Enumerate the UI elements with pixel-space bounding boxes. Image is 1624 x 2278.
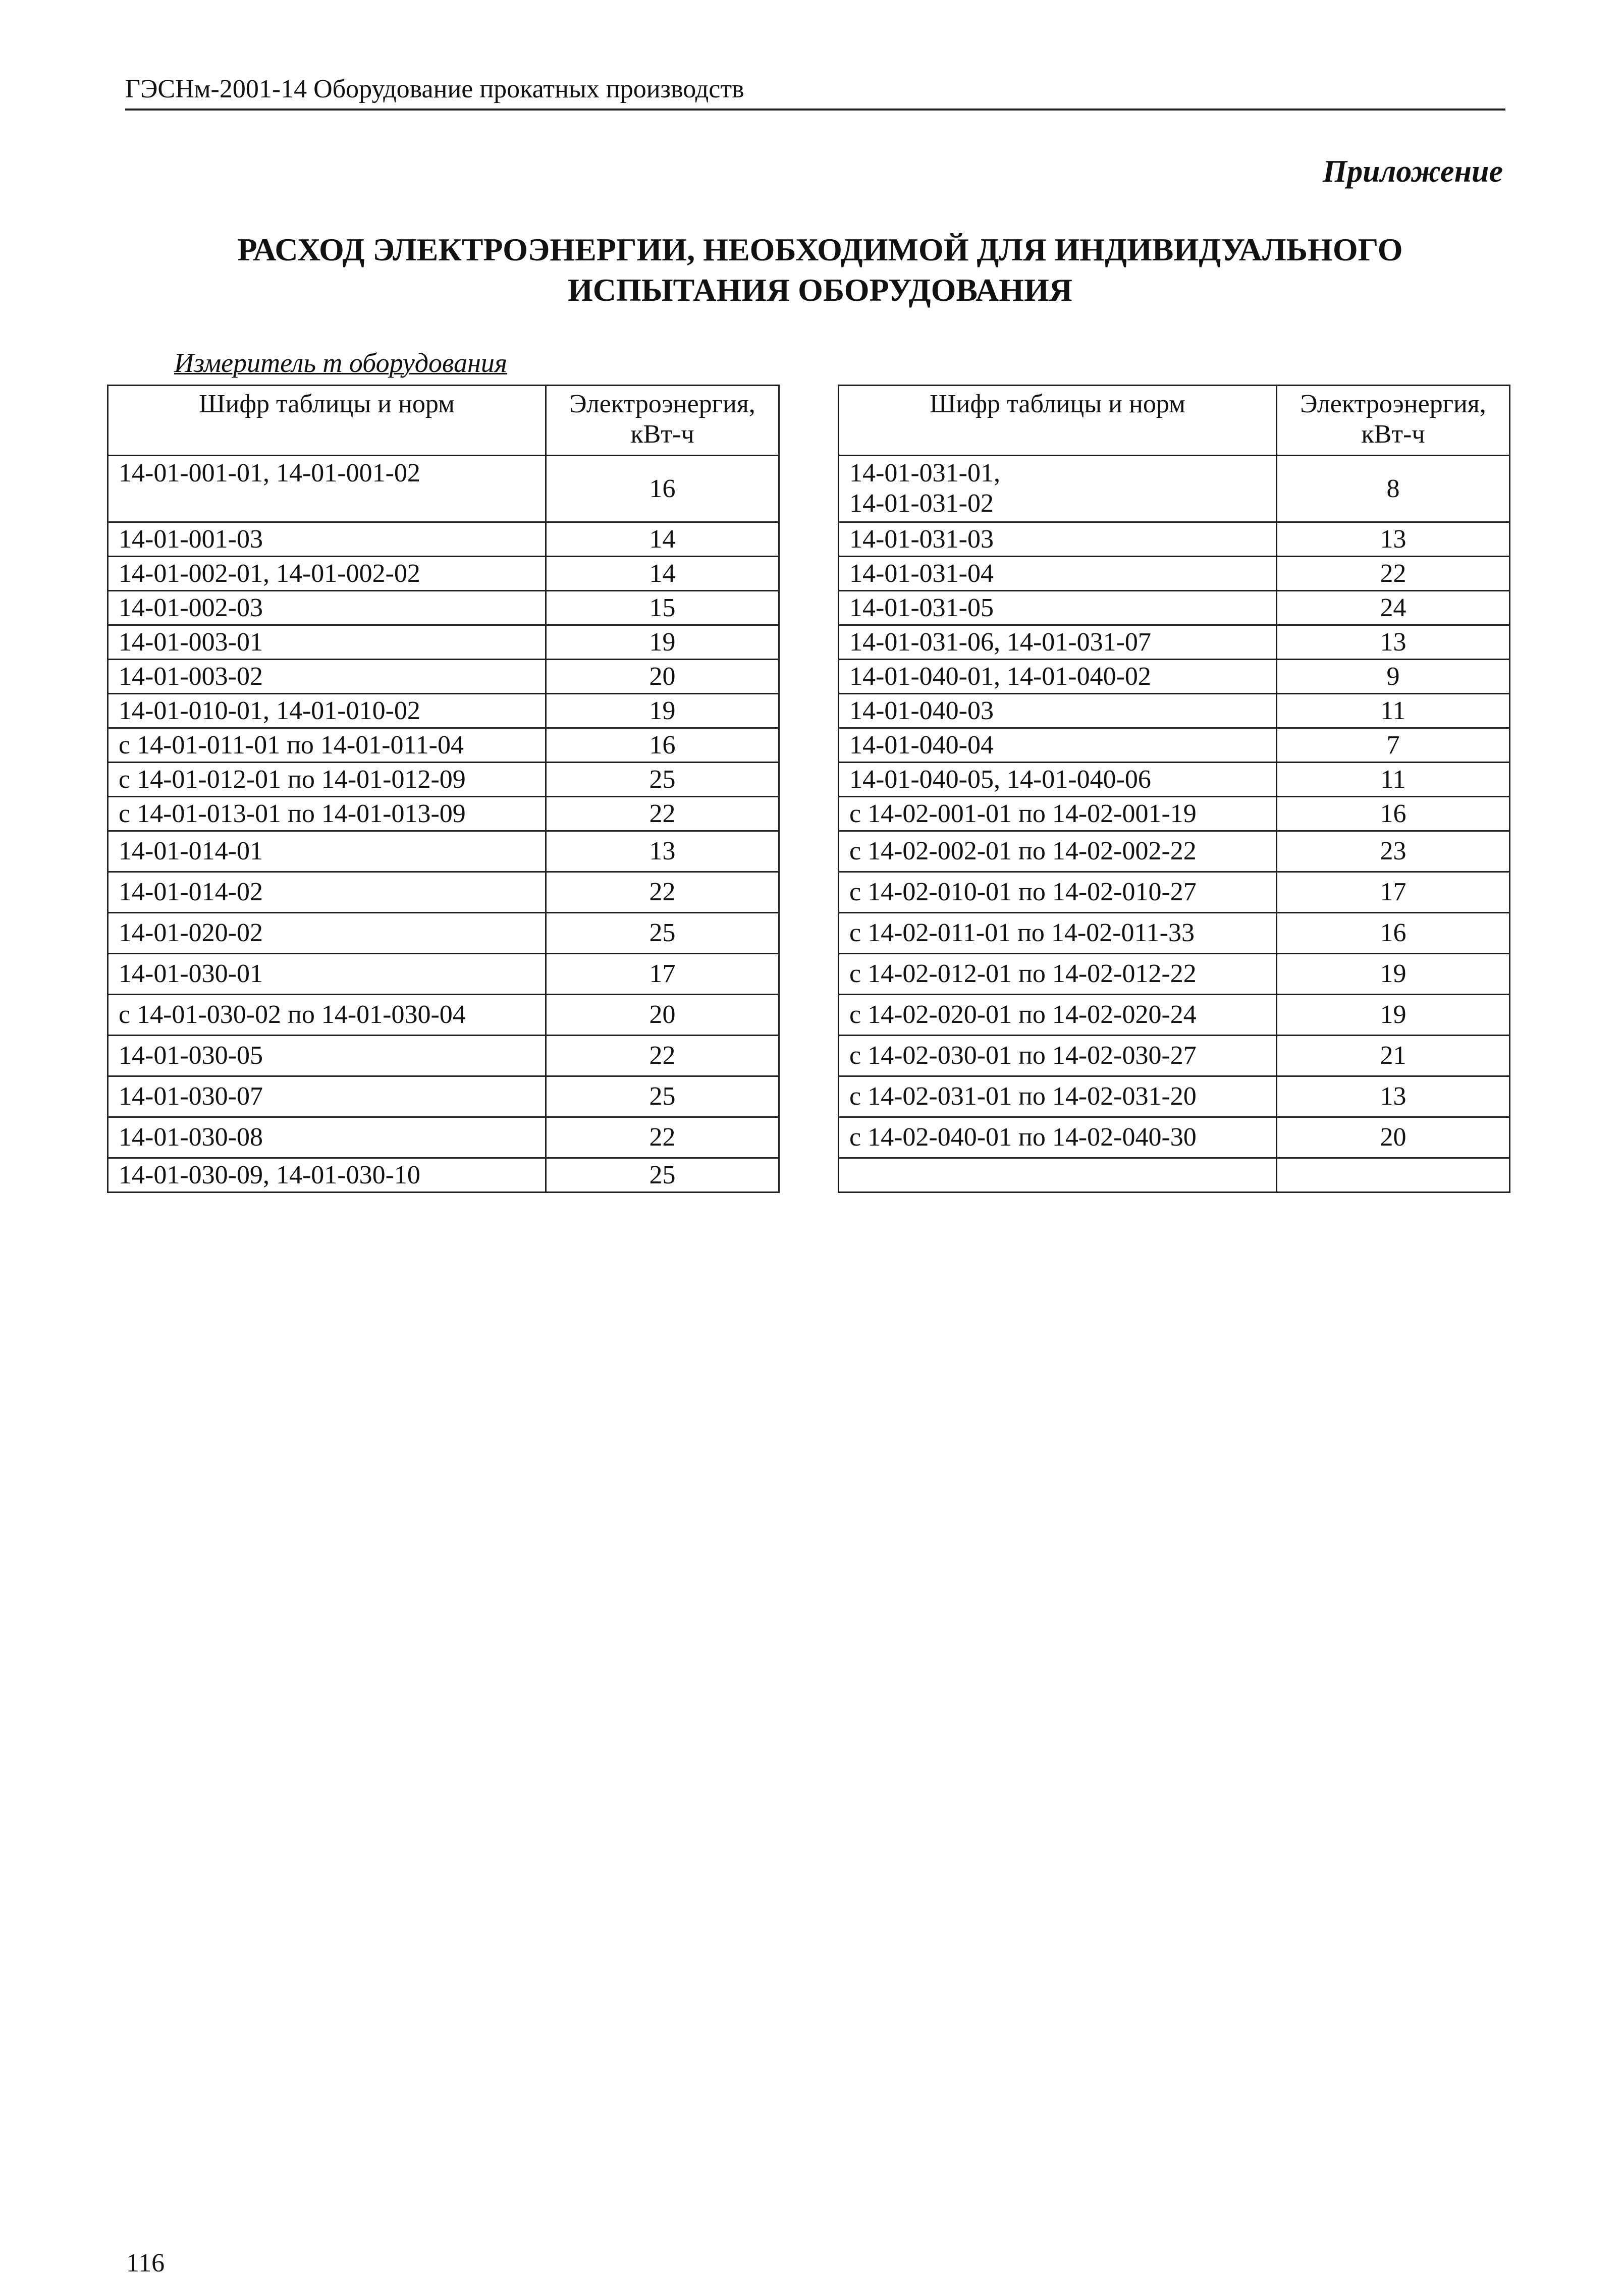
norm-code-cell: 14-01-031-05 <box>839 591 1277 625</box>
norm-code-cell <box>839 1158 1277 1192</box>
energy-value-cell: 13 <box>1277 625 1510 660</box>
column-header-code: Шифр таблицы и норм <box>839 386 1277 456</box>
table-row <box>108 728 779 763</box>
table-row <box>108 660 779 694</box>
table-row <box>108 591 779 625</box>
table-row <box>108 1158 779 1192</box>
norm-code-cell: с 14-01-013-01 по 14-01-013-09 <box>108 797 546 831</box>
norm-code-cell: с 14-02-001-01 по 14-02-001-19 <box>839 797 1277 831</box>
title-line-1: РАСХОД ЭЛЕКТРОЭНЕРГИИ, НЕОБХОДИМОЙ ДЛЯ ИНДИВИДУАЛЬНОГО <box>237 232 1403 267</box>
column-header-energy-line-1: Электроэнергия, <box>569 390 755 418</box>
energy-value-cell: 13 <box>1277 522 1510 557</box>
norm-code-cell: с 14-02-030-01 по 14-02-030-27 <box>839 1036 1277 1076</box>
norm-code-cell: с 14-02-031-01 по 14-02-031-20 <box>839 1076 1277 1117</box>
energy-value-cell: 16 <box>1277 913 1510 954</box>
energy-value-cell: 17 <box>1277 872 1510 913</box>
table-row <box>108 694 779 728</box>
energy-value-cell: 11 <box>1277 763 1510 797</box>
table-row <box>839 522 1510 557</box>
table-row <box>839 625 1510 660</box>
table-row <box>839 660 1510 694</box>
table-row <box>839 1158 1510 1192</box>
energy-value-cell: 15 <box>546 591 779 625</box>
norm-code-cell: 14-01-030-05 <box>108 1036 546 1076</box>
energy-value-cell: 20 <box>546 660 779 694</box>
table-row <box>839 831 1510 872</box>
energy-value-cell: 20 <box>546 995 779 1036</box>
running-header: ГЭСНм-2001-14 Оборудование прокатных производств <box>125 73 1505 111</box>
energy-value-cell: 22 <box>546 797 779 831</box>
energy-value-cell: 19 <box>546 694 779 728</box>
norm-code-cell: с 14-02-012-01 по 14-02-012-22 <box>839 954 1277 995</box>
table-row <box>108 995 779 1036</box>
energy-value-cell: 11 <box>1277 694 1510 728</box>
norm-code-cell: 14-01-030-09, 14-01-030-10 <box>108 1158 546 1192</box>
norm-code-cell: 14-01-031-04 <box>839 557 1277 591</box>
table-row <box>839 1117 1510 1158</box>
table-row <box>108 625 779 660</box>
table-row <box>108 831 779 872</box>
norm-code-cell: 14-01-030-07 <box>108 1076 546 1117</box>
energy-value-cell: 25 <box>546 1076 779 1117</box>
table-row <box>839 557 1510 591</box>
left-energy-table <box>107 385 780 1193</box>
energy-value-cell: 13 <box>1277 1076 1510 1117</box>
energy-value-cell: 7 <box>1277 728 1510 763</box>
page-number: 116 <box>126 2249 165 2277</box>
norm-code-cell: с 14-02-040-01 по 14-02-040-30 <box>839 1117 1277 1158</box>
measure-unit: Измеритель т оборудования <box>174 348 507 378</box>
energy-value-cell: 22 <box>1277 557 1510 591</box>
energy-value-cell: 23 <box>1277 831 1510 872</box>
table-row <box>108 1036 779 1076</box>
column-header-energy-line-2: кВт-ч <box>1361 420 1425 449</box>
table-row <box>108 763 779 797</box>
table-row <box>839 872 1510 913</box>
norm-code-cell: с 14-01-011-01 по 14-01-011-04 <box>108 728 546 763</box>
norm-code-cell: 14-01-002-03 <box>108 591 546 625</box>
column-header-energy-line-2: кВт-ч <box>630 420 694 449</box>
table-row <box>108 522 779 557</box>
energy-value-cell: 17 <box>546 954 779 995</box>
table-row <box>108 872 779 913</box>
energy-value-cell: 24 <box>1277 591 1510 625</box>
energy-value-cell: 9 <box>1277 660 1510 694</box>
column-header-code: Шифр таблицы и норм <box>108 386 546 456</box>
energy-value-cell: 19 <box>1277 995 1510 1036</box>
norm-code-line-1: 14-01-031-01, <box>849 459 1000 487</box>
table-row <box>108 456 779 522</box>
norm-code-cell: 14-01-040-01, 14-01-040-02 <box>839 660 1277 694</box>
appendix-label: Приложение <box>1322 154 1503 189</box>
title-line-2: ИСПЫТАНИЯ ОБОРУДОВАНИЯ <box>567 272 1073 308</box>
table-row <box>108 1117 779 1158</box>
norm-code-cell <box>839 456 1277 522</box>
norm-code-cell: 14-01-003-02 <box>108 660 546 694</box>
table-row <box>108 557 779 591</box>
energy-value-cell: 16 <box>546 456 779 522</box>
table-row <box>108 954 779 995</box>
energy-value-cell: 8 <box>1277 456 1510 522</box>
norm-code-cell: с 14-02-020-01 по 14-02-020-24 <box>839 995 1277 1036</box>
energy-value-cell: 22 <box>546 1117 779 1158</box>
table-row <box>108 1076 779 1117</box>
energy-value-cell: 19 <box>1277 954 1510 995</box>
column-header-energy <box>546 386 779 456</box>
norm-code-cell: 14-01-030-08 <box>108 1117 546 1158</box>
table-row <box>839 797 1510 831</box>
norm-code-cell: с 14-01-012-01 по 14-01-012-09 <box>108 763 546 797</box>
norm-code-cell: 14-01-014-01 <box>108 831 546 872</box>
energy-value-cell: 19 <box>546 625 779 660</box>
energy-value-cell: 25 <box>546 1158 779 1192</box>
table-row <box>839 995 1510 1036</box>
table-row <box>839 913 1510 954</box>
norm-code-cell: 14-01-014-02 <box>108 872 546 913</box>
table-row <box>839 728 1510 763</box>
energy-value-cell: 21 <box>1277 1036 1510 1076</box>
energy-value-cell: 14 <box>546 557 779 591</box>
table-row <box>839 694 1510 728</box>
norm-code-cell: 14-01-010-01, 14-01-010-02 <box>108 694 546 728</box>
norm-code-cell: с 14-02-002-01 по 14-02-002-22 <box>839 831 1277 872</box>
norm-code-line-2: 14-01-031-02 <box>849 489 994 518</box>
norm-code-cell: 14-01-003-01 <box>108 625 546 660</box>
table-row <box>108 913 779 954</box>
norm-code-cell: 14-01-001-03 <box>108 522 546 557</box>
norm-code-cell: с 14-02-011-01 по 14-02-011-33 <box>839 913 1277 954</box>
table-row <box>839 763 1510 797</box>
energy-value-cell: 13 <box>546 831 779 872</box>
energy-value-cell: 14 <box>546 522 779 557</box>
norm-code-cell: 14-01-002-01, 14-01-002-02 <box>108 557 546 591</box>
norm-code-cell: 14-01-040-03 <box>839 694 1277 728</box>
table-row <box>839 591 1510 625</box>
norm-code-cell: 14-01-031-06, 14-01-031-07 <box>839 625 1277 660</box>
column-header-energy-line-1: Электроэнергия, <box>1300 390 1486 418</box>
energy-value-cell: 22 <box>546 872 779 913</box>
norm-code-cell: 14-01-040-04 <box>839 728 1277 763</box>
energy-value-cell: 16 <box>1277 797 1510 831</box>
norm-code-cell: 14-01-020-02 <box>108 913 546 954</box>
norm-code-cell: с 14-01-030-02 по 14-01-030-04 <box>108 995 546 1036</box>
norm-code-cell: 14-01-031-03 <box>839 522 1277 557</box>
energy-value-cell: 25 <box>546 913 779 954</box>
column-header-energy <box>1277 386 1510 456</box>
norm-code-cell: 14-01-040-05, 14-01-040-06 <box>839 763 1277 797</box>
table-row <box>839 456 1510 522</box>
right-energy-table <box>838 385 1510 1193</box>
table-row <box>839 1036 1510 1076</box>
energy-value-cell: 20 <box>1277 1117 1510 1158</box>
table-row <box>108 797 779 831</box>
norm-code-cell: с 14-02-010-01 по 14-02-010-27 <box>839 872 1277 913</box>
norm-code-cell: 14-01-001-01, 14-01-001-02 <box>108 456 546 522</box>
energy-value-cell: 22 <box>546 1036 779 1076</box>
page-title <box>151 230 1489 310</box>
table-row <box>839 954 1510 995</box>
table-row <box>839 1076 1510 1117</box>
energy-value-cell: 16 <box>546 728 779 763</box>
norm-code-cell: 14-01-030-01 <box>108 954 546 995</box>
energy-value-cell <box>1277 1158 1510 1192</box>
energy-value-cell: 25 <box>546 763 779 797</box>
